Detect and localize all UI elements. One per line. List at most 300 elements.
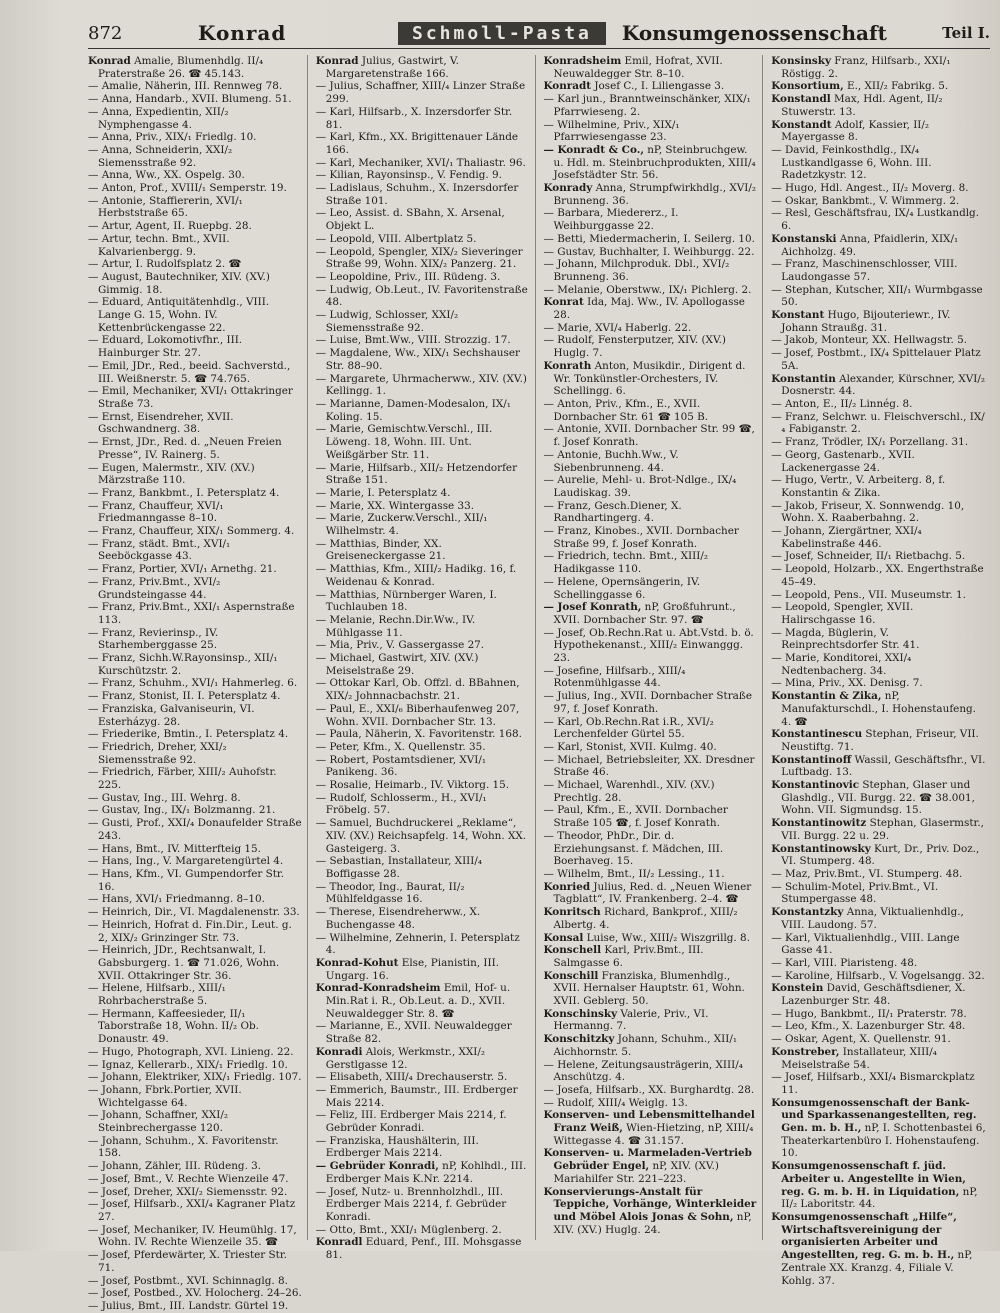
entry-text: — Marie, Gemischtw.Verschl., III. Löweng. 18, Wohn. III. Unt. Weißgärber Str. 11. (315, 423, 493, 461)
directory-entry (316, 855, 531, 880)
directory-entry (771, 1211, 986, 1287)
directory-entry (544, 830, 759, 868)
directory-entry (88, 144, 303, 169)
entry-text: — Anna, Schneiderin, XXI/₂ Siemensstraße 92. (88, 143, 233, 169)
entry-keyword: Konrad (88, 55, 131, 67)
directory-entry (316, 1020, 531, 1045)
directory-entry (544, 322, 759, 335)
entry-keyword: Konradl (315, 1236, 363, 1249)
directory-entry (771, 589, 986, 602)
directory-entry (88, 1046, 303, 1059)
entry-text: — Franz, Bankbmt., I. Petersplatz 4. (88, 486, 280, 499)
directory-entry (88, 80, 303, 93)
entry-text: Anna, Strumpfwirkhdlg., XVI/₂ Brunneng. 36. (553, 182, 756, 207)
entry-text: — Paul, E., XXI/₆ Biberhaufenweg 207, Wohn. XVII. Dornbacher Str. 13. (315, 702, 520, 728)
entry-text: — Hugo, Vertr., V. Arbeiterg. 8, f. Konstantin & Zika. (771, 474, 946, 499)
entry-keyword: Konstandt (771, 118, 832, 131)
entry-text: — Heinrich, JDr., Rechtsanwalt, I. Gabsburgerg. 1. ☎ 71.026, Wohn. XVII. Ottakringer Str. 36. (88, 944, 280, 982)
entry-text: — Franz, Revierinsp., IV. Starhemberggasse 25. (88, 626, 219, 652)
entry-text: — Stephan, Kutscher, XII/₁ Wurmbgasse 50. (771, 283, 983, 309)
directory-entry (88, 868, 303, 893)
entry-text: — Franz, Priv.Bmt., XVI/₂ Grundsteingasse 44. (88, 575, 221, 601)
directory-entry (88, 652, 303, 677)
entry-text: — Gusti, Prof., XXI/₄ Donaufelder Straße 243. (88, 817, 302, 842)
directory-entry (88, 182, 303, 195)
directory-entry (544, 1097, 759, 1110)
directory-entry (88, 855, 303, 868)
directory-entry (544, 1008, 759, 1033)
directory-entry (88, 817, 303, 842)
directory-entry (88, 1160, 303, 1173)
entry-text: — Rudolf, Fensterputzer, XIV. (XV.) Huglg. 7. (543, 334, 726, 360)
entry-text: — Anna, Handarb., XVII. Blumeng. 51. (88, 93, 292, 106)
directory-entry (88, 601, 303, 626)
directory-entry (316, 792, 531, 817)
entry-text: — Johann, Elektriker, XIX/₁ Friedlg. 107. (88, 1071, 302, 1084)
directory-entry (544, 1033, 759, 1058)
entry-keyword: Konstandl (771, 93, 831, 106)
entry-text: — Marianne, E., XVII. Neuwaldegger Straße 82. (315, 1020, 512, 1046)
directory-entry (88, 741, 303, 766)
entry-text: — Franz, Portier, XVI/₁ Arnethg. 21. (88, 563, 277, 576)
entry-keyword: Konradi (315, 1045, 363, 1058)
directory-entry (88, 296, 303, 334)
directory-entry (771, 982, 986, 1007)
entry-text: — Melanie, Oberstww., IX/₁ Pichlerg. 2. (543, 283, 752, 296)
entry-text: nP, Zentrale XX. Kranzg. 4, Filiale V. Kohlg. 37. (781, 1249, 973, 1287)
directory-entry (544, 500, 759, 525)
directory-entry (544, 779, 759, 804)
entry-text: — Antonie, XVII. Dornbacher Str. 99 ☎, f. Josef Konrath. (543, 423, 755, 449)
directory-entry (771, 817, 986, 842)
entry-text: — Josef, Nutz- u. Brennholzhdl., III. Erdberger Mais 2214, f. Gebrüder Konradi. (315, 1185, 507, 1223)
directory-entry (316, 487, 531, 500)
entry-text: — Ernst, Eisendreher, XVII. Gschwandnerg. 38. (88, 410, 234, 436)
directory-entry (544, 690, 759, 715)
entry-text: — Franz, Priv.Bmt., XXI/₁ Aspernstraße 113. (88, 601, 295, 626)
entry-keyword: Konstantinoff (771, 753, 852, 766)
entry-text: — Hans, Bmt., IV. Mitterfteig 15. (88, 842, 261, 855)
entry-text: — Julius, Schaffner, XIII/₄ Linzer Straße 299. (315, 80, 526, 106)
directory-entry (544, 1147, 759, 1185)
directory-entry (771, 449, 986, 474)
directory-entry (771, 1046, 986, 1071)
entry-text: — Elisabeth, XIII/₄ Drechauserstr. 5. (315, 1071, 508, 1084)
entry-text: Julius, Red. d. „Neuen Wiener Tagblatt“, IV. Frankenberg. 2–4. ☎ (553, 880, 752, 906)
entry-text: — Eduard, Antiquitätenhdlg., VIII. Lange G. 15, Wohn. IV. Kettenbrückengasse 22. (88, 296, 270, 334)
directory-entry (544, 449, 759, 474)
entry-text: — Margarete, Uhrmacherww., XIV. (XV.) Kellingg. 1. (315, 372, 527, 398)
entry-keyword: Konstreber, (771, 1045, 840, 1058)
directory-entry (771, 119, 986, 144)
directory-entry (316, 1071, 531, 1084)
directory-entry (316, 538, 531, 563)
entry-text: Stephan, Friseur, VII. Neustiftg. 71. (781, 728, 979, 753)
directory-entry (88, 195, 303, 220)
entry-text: Johann, Schuhm., XII/₁ Aichhornstr. 5. (553, 1033, 738, 1058)
entry-text: — Karl, Kfm., XX. Brigittenauer Lände 166. (315, 131, 519, 156)
entry-text: — Josef, Postbmt., IX/₄ Spittelauer Platz 5A. (771, 347, 981, 372)
entry-keyword: Konstein (771, 982, 824, 995)
page-header (88, 18, 990, 49)
entry-text: — Matthias, Nürnberger Waren, I. Tuchlauben 18. (315, 588, 497, 614)
directory-entry (544, 207, 759, 232)
directory-entry (88, 1186, 303, 1199)
entry-text: — Betti, Miedermacherin, I. Seilerg. 10. (543, 232, 755, 245)
entry-text: Eduard, Penf., III. Mohsgasse 81. (325, 1236, 522, 1262)
entry-text: — Johann, Zähler, III. Rüdeng. 3. (88, 1160, 262, 1173)
directory-entry (316, 246, 531, 271)
directory-entry (771, 144, 986, 182)
entry-text: — Leo, Kfm., X. Lazenburger Str. 48. (771, 1020, 966, 1033)
entry-text: Stephan, Glaser und Glashdlg., VII. Burgg. 22. ☎ 38.001, Wohn. VII. Sigmundsg. 15. (781, 779, 975, 817)
entry-text: — Helene, Opernsängerin, IV. Schellinggasse 6. (543, 575, 701, 601)
directory-entry (544, 233, 759, 246)
entry-keyword: Konserven- u. Marmeladen-Vertrieb Gebrüder Engel, (543, 1147, 752, 1173)
entry-keyword: Konsumgenossenschaft f. jüd. Arbeiter u. Angestellte in Wien, reg. G. m. b. H. in Liquidation, (771, 1160, 966, 1198)
entry-text: — Franz, Trödler, IX/₁ Porzellang. 31. (771, 436, 968, 449)
entry-keyword: Konstantin & Zika, (771, 690, 882, 703)
directory-entry (88, 677, 303, 690)
directory-entry (771, 55, 986, 80)
entry-text: — Marie, I. Petersplatz 4. (315, 486, 451, 499)
directory-entry (771, 906, 986, 931)
entry-text: — Hugo, Photograph, XVI. Linieng. 22. (88, 1045, 294, 1058)
entry-text: — Theodor, Ing., Baurat, II/₂ Mühlfeldgasse 16. (315, 880, 465, 906)
entry-keyword: Konrady (543, 182, 593, 195)
entry-text: — Anton, Prof., XVIII/₁ Semperstr. 19. (88, 182, 287, 195)
directory-entry (88, 893, 303, 906)
directory-entry (316, 703, 531, 728)
entry-text: — Ignaz, Kellerarb., XIX/₁ Friedlg. 10. (88, 1058, 288, 1071)
directory-entry (771, 970, 986, 983)
entry-text: nP, II/₂ Laboritstr. 44. (781, 1185, 978, 1211)
directory-entry (771, 1008, 986, 1021)
entry-text: Valerie, Priv., VI. Hermanng. 7. (553, 1007, 709, 1033)
entry-text: Richard, Bankprof., XIII/₂ Albertg. 4. (553, 906, 738, 931)
entry-keyword: — Josef Konrath, (543, 601, 642, 614)
directory-entry (88, 690, 303, 703)
entry-text: E., XII/₂ Fabrikg. 5. (843, 80, 949, 93)
directory-entry (771, 334, 986, 347)
entry-text: — Franz, Stonist, II. I. Petersplatz 4. (88, 690, 281, 703)
entry-keyword: Konstantinovic (771, 779, 860, 792)
directory-entry (316, 80, 531, 105)
directory-entry (88, 843, 303, 856)
directory-entry (88, 411, 303, 436)
entry-text: — Ernst, JDr., Red. d. „Neuen Freien Presse“, IV. Rainerg. 5. (88, 436, 282, 461)
directory-entry (88, 1287, 303, 1300)
entry-text: — Amalie, Näherin, III. Rennweg 78. (88, 80, 283, 93)
entry-keyword: Konstantinescu (771, 728, 863, 741)
directory-entry (771, 843, 986, 868)
entry-text: — Ludwig, Ob.Leut., IV. Favoritenstraße 48. (315, 283, 528, 309)
directory-entry (771, 1020, 986, 1033)
directory-entry (88, 55, 303, 80)
directory-entry (88, 525, 303, 538)
directory-entry (88, 220, 303, 233)
entry-text: Hugo, Bijouteriewr., IV. Johann Straußg. 31. (781, 309, 951, 334)
directory-entry (771, 779, 986, 817)
directory-entry (316, 157, 531, 170)
directory-entry (771, 207, 986, 232)
directory-entry (544, 868, 759, 881)
entry-keyword: Konstantinowitz (771, 817, 867, 830)
entry-keyword: Konsumgenossenschaft „Hilfe“, Wirtschaftsvereinigung der organisierten Arbeiter und Angestellten, reg. G. m. b. H., (771, 1210, 957, 1262)
directory-entry (771, 627, 986, 652)
entry-text: — Marie, Zuckerw.Verschl., XII/₁ Wilhelmstr. 4. (315, 512, 488, 538)
directory-entry (88, 1109, 303, 1134)
directory-entry (88, 703, 303, 728)
entry-text: — Gustav, Ing., IX/₁ Bolzmanng. 21. (88, 804, 276, 817)
entry-text: — Hans, Ing., V. Margaretengürtel 4. (88, 855, 284, 868)
directory-entry (544, 627, 759, 665)
directory-entry (316, 652, 531, 677)
entry-text: Anna, Pfaidlerin, XIX/₁ Aichholzg. 49. (781, 232, 959, 258)
entry-text: — Wilhelm, Bmt., II/₂ Lessing., 11. (543, 868, 725, 880)
entry-text: — Josef, Ob.Rechn.Rat u. Abt.Vstd. b. ö. Hypothekenanst., XIII/₂ Einwanggg. 23. (543, 626, 754, 665)
directory-entry (544, 144, 759, 182)
entry-text: — Anton, E., II/₂ Linnég. 8. (771, 397, 913, 410)
directory-entry (544, 119, 759, 144)
directory-entry (88, 334, 303, 359)
directory-entry (771, 373, 986, 398)
entry-keyword: Konstanski (771, 232, 837, 245)
directory-entry (544, 246, 759, 259)
directory-entry (316, 779, 531, 792)
entry-text: — Franz, städt. Bmt., XVI/₁ Seeböckgasse 43. (88, 537, 231, 563)
left-running-head: Konrad (198, 21, 287, 45)
directory-entry (544, 665, 759, 690)
directory-entry (316, 817, 531, 855)
directory-entry (88, 538, 303, 563)
directory-entry (88, 728, 303, 741)
directory-entry (316, 563, 531, 588)
entry-text: — Helene, Zeitungsausträgerin, XIII/₄ Anschützg. 4. (543, 1058, 743, 1084)
directory-entry (88, 1135, 303, 1160)
directory-entry (316, 334, 531, 347)
entry-text: — Leopold, Pens., VII. Museumstr. 1. (771, 588, 966, 601)
entry-text: David, Geschäftsdiener, X. Lazenburger Str. 48. (781, 982, 966, 1008)
entry-text: — Leopold, Spengler, XVII. Halirschgasse 16. (771, 601, 914, 626)
directory-entry (771, 182, 986, 195)
entry-text: — Josefa, Hilfsarb., XX. Burghardtg. 28. (543, 1083, 755, 1096)
entry-text: — Helene, Hilfsarb., XIII/₁ Rohrbacherstraße 5. (88, 982, 226, 1008)
entry-text: — Rudolf, XIII/₄ Weiglg. 13. (543, 1096, 688, 1109)
entry-text: — Karl, Hilfsarb., X. Inzersdorfer Str. 81. (315, 105, 513, 131)
entry-keyword: Konsinsky (771, 55, 831, 67)
directory-entry (544, 1109, 759, 1147)
entry-text: nP, Kohlhdl., III. Erdberger Mais K.Nr. 2214. (325, 1160, 527, 1185)
entry-text: — Ludwig, Schlosser, XXI/₂ Siemensstraße 92. (315, 309, 459, 334)
entry-text: — David, Feinkosthdlg., IX/₄ Lustkandlgasse 6, Wohn. III. Radetzkystr. 12. (771, 143, 932, 182)
entry-text: nP, XIV. (XV.) Huglg. 24. (553, 1210, 752, 1236)
directory-entry (544, 296, 759, 321)
entry-text: Max, Hdl. Agent, II/₂ Stuwerstr. 13. (781, 93, 943, 118)
entry-text: — Johann, Schuhm., X. Favoritenstr. 158. (88, 1134, 279, 1160)
entry-text: — Ottokar Karl, Ob. Offzl. d. BBahnen, XIX/₂ Johnnacbachstr. 21. (315, 677, 520, 703)
directory-entry (771, 258, 986, 283)
entry-text: — Franz, Gesch.Diener, X. Randhartingerg. 4. (543, 499, 682, 525)
directory-entry (316, 1046, 531, 1071)
entry-text: Franziska, Blumenhdlg., XVII. Hernalser Hauptstr. 61, Wohn. XVII. Geblerg. 50. (553, 969, 745, 1008)
entry-text: — Anna, Ww., XX. Ospelg. 30. (88, 169, 245, 182)
entry-text: Emil, Hof- u. Min.Rat i. R., Ob.Leut. a. D., XVII. Neuwaldegger Str. 8. ☎ (325, 982, 511, 1020)
entry-text: — Franziska, Galvaniseurin, VI. Esterházyg. 28. (88, 702, 255, 728)
directory-entry (316, 1160, 531, 1185)
directory-entry (88, 627, 303, 652)
entry-text: — Karl, VIII. Piaristeng. 48. (771, 956, 918, 969)
entry-keyword: Konrath (543, 359, 592, 372)
directory-entry (771, 309, 986, 334)
entry-text: — Johann, Fbrk.Portier, XVII. Wichtelgasse 64. (88, 1083, 242, 1109)
directory-entry (544, 55, 759, 80)
directory-entry (88, 982, 303, 1007)
entry-text: — Rosalie, Heimarb., IV. Viktorg. 15. (315, 779, 510, 792)
directory-entry (88, 792, 303, 805)
directory-entry (316, 512, 531, 537)
entry-text: — Anna, Expedientin, XII/₂ Nymphengasse 4. (88, 105, 229, 131)
page-number: 872 (88, 22, 123, 44)
directory-entry (771, 398, 986, 411)
directory-entry (544, 525, 759, 550)
entry-text: — Franz, Sichh.W.Rayonsinsp., XII/₁ Kurschützstr. 2. (88, 652, 278, 677)
entry-text: — Josef, Hilfsarb., XXI/₄ Kagraner Platz 27. (88, 1198, 296, 1223)
directory-entry (544, 360, 759, 398)
entry-keyword: Konschill (543, 969, 599, 982)
entry-text: — Gustav, Buchhalter, I. Weihburgg. 22. (543, 245, 755, 258)
entry-text: — Leo, Assist. d. SBahn, X. Arsenal, Objekt L. (315, 207, 505, 233)
entry-text: nP, Großfuhrunt., XVII. Dornbacher Str. 97. ☎ (553, 601, 736, 626)
entry-text: — Franz, Maschinenschlosser, VIII. Laudongasse 57. (771, 258, 958, 283)
entry-text: Franz, Hilfsarb., XXI/₁ Röstigg. 2. (781, 55, 951, 80)
directory-entry (771, 500, 986, 525)
entry-text: — Hermann, Kaffeesieder, II/₁ Taborstraße 18, Wohn. II/₂ Ob. Donaustr. 49. (88, 1007, 259, 1046)
entry-keyword: Konrad (315, 55, 359, 67)
directory-entry (771, 563, 986, 588)
directory-entry (771, 195, 986, 208)
directory-entry (544, 754, 759, 779)
directory-entry (316, 373, 531, 398)
entry-keyword: Konschell (543, 944, 602, 957)
entry-keyword: Konschitzky (543, 1033, 615, 1046)
entry-keyword: Konservierungs-Anstalt für Teppiche, Vorhänge, Winterkleider und Möbel Alois Jonas & Sohn, (543, 1185, 757, 1223)
directory-entry (316, 309, 531, 334)
entry-text: — Luise, Bmt.Ww., VIII. Strozzig. 17. (315, 334, 511, 347)
entry-text: Kurt, Dr., Priv. Doz., VI. Stumperg. 48. (781, 842, 980, 868)
directory-entry (316, 754, 531, 779)
entry-text: — Franz, Schuhm., XVI/₁ Hahmerleg. 6. (88, 677, 298, 690)
directory-entry (88, 233, 303, 258)
entry-text: — Franz, Chauffeur, XIX/₁ Sommerg. 4. (88, 525, 295, 538)
directory-entry (316, 906, 531, 931)
entry-text: Alois, Werkmstr., XXI/₂ Gerstlgasse 12. (325, 1045, 486, 1071)
entry-text: — Marie, XX. Wintergasse 33. (315, 499, 475, 512)
directory-entry (88, 360, 303, 385)
entry-text: — Hugo, Bankbmt., II/₁ Praterstr. 78. (771, 1007, 967, 1020)
entry-text: Luise, Ww., XIII/₂ Wiszgrillg. 8. (583, 931, 750, 944)
entry-text: — Friedrich, Färber, XIII/₂ Auhofstr. 225. (88, 766, 277, 792)
entry-text: — Karl, Mechaniker, XVI/₁ Thaliastr. 96. (315, 156, 526, 169)
entry-text: — Ladislaus, Schuhm., X. Inzersdorfer Straße 101. (315, 182, 519, 207)
entry-text: Ida, Maj. Ww., IV. Apollogasse 28. (553, 296, 745, 322)
entry-text: — Franz, Chauffeur, XVI/₁ Friedmanngasse 8–10. (88, 499, 224, 525)
directory-entry (316, 398, 531, 423)
entry-text: — Barbara, Miedererz., I. Weihburggasse 22. (543, 207, 679, 233)
entry-keyword: — Gebrüder Konradi, (315, 1160, 439, 1173)
entry-text: — Josef, Pferdewärter, X. Triester Str. 71. (88, 1249, 287, 1274)
directory-entry (88, 462, 303, 487)
directory-entry (316, 106, 531, 131)
entry-text: — Eugen, Malermstr., XIV. (XV.) Märzstraße 110. (88, 461, 255, 487)
entry-text: Stephan, Glasermstr., VII. Burgg. 22 u. 29. (781, 817, 984, 842)
entry-text: — Marie, Hilfsarb., XII/₂ Hetzendorfer Straße 151. (315, 461, 518, 487)
directory-entry (316, 347, 531, 372)
directory-entry (544, 93, 759, 118)
entry-text: Anna, Viktualienhdlg., VIII. Laudong. 57. (781, 906, 964, 931)
entry-text: — Josef, Schneider, II/₁ Rietbachg. 5. (771, 550, 966, 563)
directory-entry (771, 601, 986, 626)
entry-text: — Friedrich, Dreher, XXI/₂ Siemensstraße 92. (88, 740, 227, 766)
entry-text: Emil, Hofrat, XVII. Neuwaldegger Str. 8–10. (553, 55, 723, 80)
entry-keyword: Konrat (543, 296, 584, 309)
directory-entry (88, 500, 303, 525)
directory-entry (771, 1160, 986, 1211)
header-advertisement: Schmoll-Pasta (398, 22, 606, 45)
directory-entry (88, 563, 303, 576)
entry-text: — Marie, Konditorei, XXI/₄ Nedtenbacherg. 34. (771, 652, 912, 677)
entry-text: — Hans, XVI/₁ Friedmanng. 8–10. (88, 893, 265, 906)
entry-text: — Emmerich, Baumstr., III. Erdberger Mais 2214. (315, 1083, 518, 1109)
directory-entry (316, 1135, 531, 1160)
directory-entry (316, 639, 531, 652)
entry-text: — Matthias, Binder, XX. Greiseneckergasse 21. (315, 537, 446, 563)
entry-text: — Artur, I. Rudolfsplatz 2. ☎ (88, 258, 242, 271)
entry-keyword: Konstant (771, 309, 825, 322)
entry-text: — Josef, Hilfsarb., XXI/₄ Bismarckplatz 11. (771, 1071, 975, 1096)
entry-text: — Kilian, Rayonsinsp., V. Fendig. 9. (315, 169, 502, 182)
directory-entry (771, 1071, 986, 1096)
directory-entry (316, 1084, 531, 1109)
directory-entry (771, 1033, 986, 1046)
directory-entry (544, 932, 759, 945)
entry-text: Else, Pianistin, III. Ungarg. 16. (325, 956, 500, 982)
directory-entry (771, 233, 986, 258)
entry-text: — Friederike, Bmtin., I. Petersplatz 4. (88, 728, 289, 741)
entry-text: — Mina, Priv., XX. Denisg. 7. (771, 677, 923, 690)
column-4 (771, 55, 990, 1287)
entry-keyword: Konrad-Konradsheim (315, 982, 441, 995)
entry-text: — Theodor, PhDr., Dir. d. Erziehungsanst. f. Mädchen, III. Boerhaveg. 15. (543, 829, 724, 868)
entry-text: — Franz, Kinobes., XVII. Dornbacher Straße 99, f. Josef Konrath. (543, 525, 739, 550)
entry-text: — Johann, Schaffner, XXI/₂ Steinbrechergasse 120. (88, 1109, 229, 1135)
entry-text: — Julius, Bmt., III. Landstr. Gürtel 19. (88, 1299, 289, 1312)
directory-entry (771, 525, 986, 550)
entry-text: — Marianne, Damen-Modesalon, IX/₁ Koling. 15. (315, 397, 511, 423)
entry-keyword: Konried (543, 880, 591, 893)
entry-text: — Karl jun., Branntweinschänker, XIX/₁ Pfarrwieseng. 2. (543, 93, 751, 118)
entry-keyword: Konrad-Kohut (315, 956, 399, 969)
directory-entry (544, 1059, 759, 1084)
directory-entry (316, 169, 531, 182)
columns (88, 55, 990, 1312)
entry-text: — Josefine, Hilfsarb., XIII/₄ Rotenmühlgasse 44. (543, 664, 686, 690)
directory-entry (316, 677, 531, 702)
directory-entry (544, 576, 759, 601)
directory-entry (544, 804, 759, 829)
entry-text: — Emil, Mechaniker, XVI/₁ Ottakringer Straße 73. (88, 385, 293, 410)
directory-entry (544, 423, 759, 448)
